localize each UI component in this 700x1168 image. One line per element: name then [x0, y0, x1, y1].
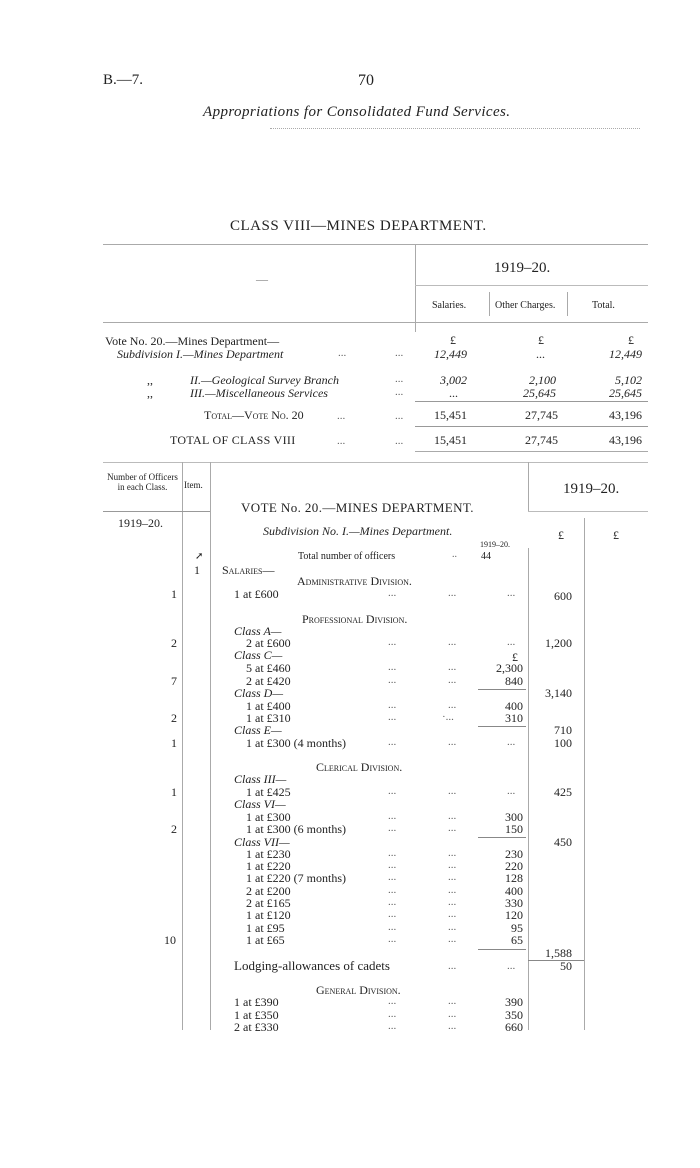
detail-total-officers-value: 44	[481, 551, 491, 562]
summary-cell-other: 2,100	[529, 373, 556, 387]
detail-col-item: Item.	[184, 480, 203, 490]
list-item: 1 at £230	[246, 847, 291, 861]
detail-salaries-label: Salaries—	[222, 563, 275, 577]
detail-officer-count: 1	[171, 587, 177, 601]
summary-total-class-other: 27,745	[525, 433, 558, 447]
list-item: 1 at £65	[246, 933, 285, 947]
detail-col-officers: Number of Officers in each Class.	[107, 472, 178, 492]
detail-col-divider-1	[182, 462, 183, 1030]
list-item: 2 at £330	[234, 1020, 279, 1034]
detail-class-label: Class D—	[234, 686, 284, 700]
detail-officer-count: 2	[171, 822, 177, 836]
summary-row-prefix: ,,	[147, 373, 153, 387]
detail-value: 310	[505, 711, 523, 725]
summary-total-rule	[415, 426, 648, 427]
detail-lodging-label: Lodging-allowances of cadets	[234, 958, 390, 973]
summary-leader: ...	[395, 373, 404, 385]
detail-money-divider-1	[528, 548, 529, 1030]
detail-division-heading: General Division.	[316, 983, 401, 997]
detail-value: 1,588	[545, 946, 572, 960]
detail-officer-count: 2	[171, 636, 177, 650]
list-item: 1 at £390	[234, 995, 279, 1009]
detail-value: 230	[505, 847, 523, 861]
detail-value: 300	[505, 810, 523, 824]
detail-line-text: 1 at £300 (4 months)	[246, 736, 346, 750]
running-title: Appropriations for Consolidated Fund Services.	[203, 104, 511, 120]
detail-officer-count: 10	[164, 933, 176, 947]
detail-top-rule	[103, 462, 648, 463]
detail-value: 390	[505, 995, 523, 1009]
summary-leader: ...	[395, 410, 404, 422]
summary-total-vote-salaries: 15,451	[434, 408, 467, 422]
summary-cell-salaries: ...	[449, 386, 458, 400]
detail-value: 100	[554, 736, 572, 750]
summary-cell-salaries: 3,002	[440, 373, 467, 387]
summary-col-other: Other Charges.	[495, 300, 556, 311]
detail-value: 600	[554, 589, 572, 603]
summary-total-vote-total: 43,196	[609, 408, 642, 422]
detail-sum-rule	[478, 689, 526, 690]
detail-item-number: 1	[194, 563, 200, 577]
detail-value: 1,200	[545, 636, 572, 650]
summary-total-class-salaries: 15,451	[434, 433, 467, 447]
summary-cell-salaries: 12,449	[434, 347, 467, 361]
list-item: 1 at £120	[246, 908, 291, 922]
detail-line-text: 1 at £300	[246, 810, 291, 824]
summary-row-label: Subdivision I.—Mines Department	[117, 347, 284, 361]
detail-year-rule	[528, 511, 648, 512]
detail-officer-count: 7	[171, 674, 177, 688]
detail-currency-3: £	[512, 650, 518, 664]
detail-officer-count: 2	[171, 711, 177, 725]
detail-division-heading: Administrative Division.	[297, 574, 412, 588]
detail-col-divider-3	[528, 462, 529, 512]
detail-currency-2: £	[613, 528, 619, 542]
list-item: 2 at £165	[246, 896, 291, 910]
summary-top-rule	[103, 244, 648, 245]
detail-sum-rule	[478, 949, 526, 950]
detail-value: 150	[505, 822, 523, 836]
detail-line-text: 1 at £400	[246, 699, 291, 713]
detail-item-rule	[182, 511, 210, 512]
detail-line-text: 5 at £460	[246, 661, 291, 675]
detail-value: 50	[560, 959, 572, 973]
summary-leader: ...	[337, 410, 346, 422]
summary-row-prefix: ,,	[147, 386, 153, 400]
detail-value: 65	[511, 933, 523, 947]
detail-sum-rule	[478, 837, 526, 838]
detail-value: 710	[554, 723, 572, 737]
detail-value: 2,300	[496, 661, 523, 675]
summary-row-label: III.—Miscellaneous Services	[190, 386, 328, 400]
list-item: 1 at £95	[246, 921, 285, 935]
summary-cell-other: ...	[536, 347, 545, 361]
detail-line-text: 1 at £425	[246, 785, 291, 799]
summary-col-salaries: Salaries.	[432, 300, 467, 311]
summary-leader: ...	[337, 435, 346, 447]
summary-cell-other: 25,645	[523, 386, 556, 400]
detail-value: 128	[505, 871, 523, 885]
detail-col-divider-2	[210, 462, 211, 1030]
detail-officers-rule	[103, 511, 182, 512]
summary-leader: ...	[395, 347, 404, 359]
summary-row-label: II.—Geological Survey Branch	[190, 373, 339, 387]
summary-total-vote-label: Total—Vote No. 20	[204, 408, 304, 422]
list-item: 1 at £220	[246, 859, 291, 873]
list-item: 1 at £220 (7 months)	[246, 871, 346, 885]
detail-value: 660	[505, 1020, 523, 1034]
summary-col-divider	[415, 244, 416, 332]
summary-total-class-label: TOTAL OF CLASS VIII	[170, 433, 296, 447]
detail-officers-year: 1919–20.	[118, 516, 163, 530]
summary-currency-2: £	[538, 333, 544, 347]
summary-year: 1919–20.	[494, 260, 551, 276]
detail-officer-count: 1	[171, 785, 177, 799]
summary-dash: —	[256, 272, 268, 286]
header-rule	[270, 128, 640, 129]
class-title: CLASS VIII—MINES DEPARTMENT.	[230, 218, 487, 234]
summary-col-sep-2	[567, 292, 568, 316]
detail-value: 120	[505, 908, 523, 922]
detail-line-text: 2 at £420	[246, 674, 291, 688]
summary-subtotal-rule	[415, 401, 648, 402]
detail-currency-1: £	[558, 528, 564, 542]
detail-division-heading: Clerical Division.	[316, 760, 403, 774]
detail-vote-heading: VOTE No. 20.—MINES DEPARTMENT.	[241, 500, 474, 515]
summary-leader: ...	[395, 386, 404, 398]
summary-leader: ...	[395, 435, 404, 447]
summary-col-sep-1	[489, 292, 490, 316]
summary-vote-line: Vote No. 20.—Mines Department—	[105, 334, 280, 348]
summary-cell-total: 12,449	[609, 347, 642, 361]
detail-value: 400	[505, 884, 523, 898]
summary-head-rule	[103, 322, 648, 323]
detail-money-divider-2	[584, 518, 585, 1030]
detail-value: 220	[505, 859, 523, 873]
arrow-icon: ➚	[195, 551, 204, 562]
detail-class-label: Class III—	[234, 772, 287, 786]
detail-class-label: Class A—	[234, 624, 282, 638]
detail-line-text: 1 at £310	[246, 711, 291, 725]
detail-value: 330	[505, 896, 523, 910]
detail-line-text: 2 at £600	[246, 636, 291, 650]
detail-value: 840	[505, 674, 523, 688]
detail-officer-count: 1	[171, 736, 177, 750]
summary-total-class-total: 43,196	[609, 433, 642, 447]
summary-total-vote-other: 27,745	[525, 408, 558, 422]
detail-sum-rule	[478, 726, 526, 727]
summary-bottom-rule	[415, 451, 648, 452]
detail-value: 450	[554, 835, 572, 849]
summary-cell-total: 25,645	[609, 386, 642, 400]
detail-year: 1919–20.	[563, 481, 620, 497]
detail-total-officers-label: Total number of officers	[298, 551, 396, 562]
detail-division-heading: Professional Division.	[302, 612, 408, 626]
list-item: 2 at £200	[246, 884, 291, 898]
page-ref: B.—7.	[103, 72, 144, 88]
detail-value: 95	[511, 921, 523, 935]
list-item: 1 at £350	[234, 1008, 279, 1022]
summary-year-rule	[415, 285, 648, 286]
page-number: 70	[358, 72, 374, 89]
detail-class-label: Class VI—	[234, 797, 286, 811]
detail-line-text: 1 at £300 (6 months)	[246, 822, 346, 836]
detail-class-label: Class VII—	[234, 835, 290, 849]
detail-line-text: 1 at £600	[234, 587, 279, 601]
detail-subdivision: Subdivision No. I.—Mines Department.	[263, 524, 453, 538]
detail-total-officers-year: 1919–20.	[480, 540, 510, 549]
summary-leader: ...	[338, 347, 347, 359]
summary-cell-total: 5,102	[615, 373, 642, 387]
summary-col-total: Total.	[592, 300, 615, 311]
summary-currency-3: £	[628, 333, 634, 347]
detail-value: 3,140	[545, 686, 572, 700]
detail-class-label: Class C—	[234, 648, 283, 662]
detail-class-label: Class E—	[234, 723, 282, 737]
detail-value: 400	[505, 699, 523, 713]
summary-currency-1: £	[450, 333, 456, 347]
detail-value: 425	[554, 785, 572, 799]
detail-value: 350	[505, 1008, 523, 1022]
